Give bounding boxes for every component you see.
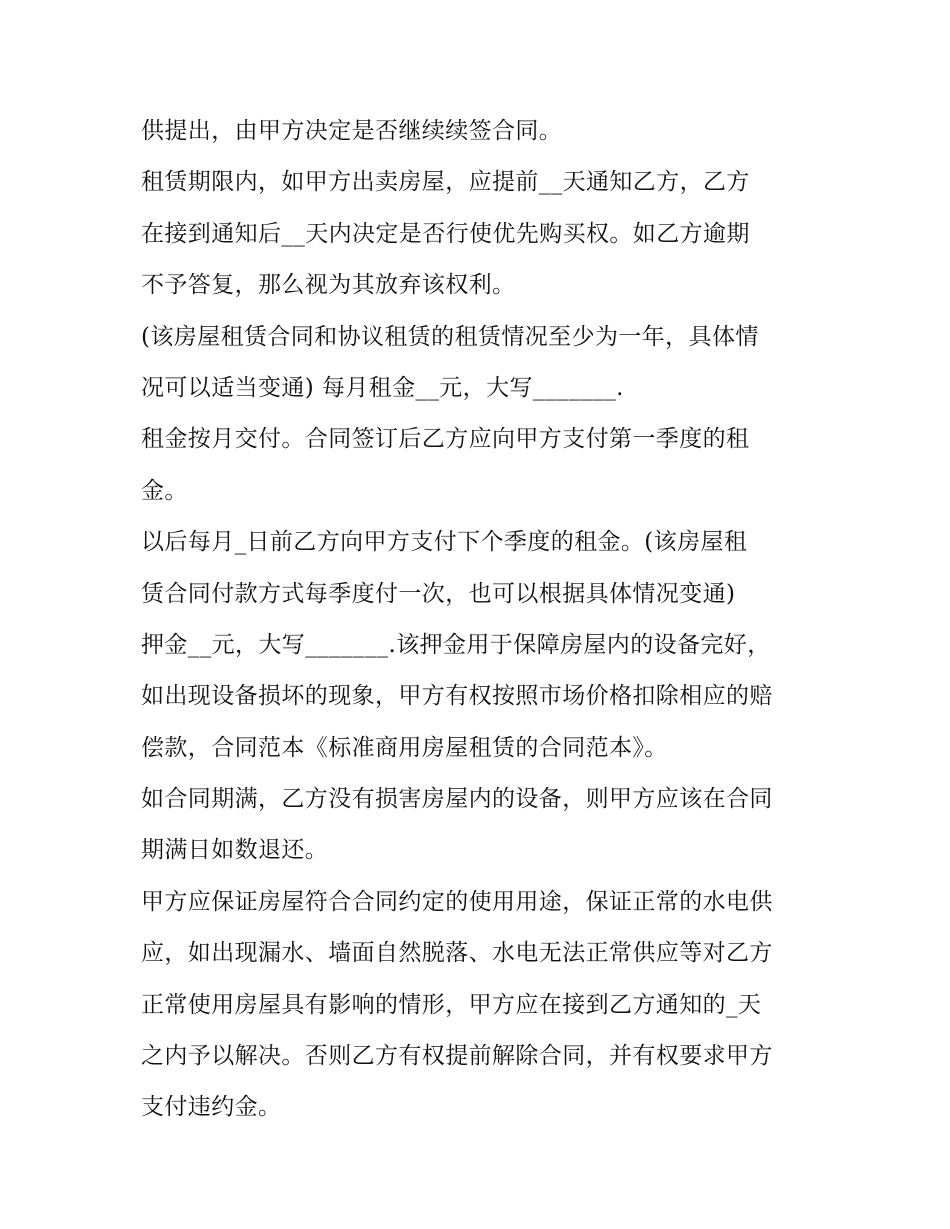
text-line: 供提出，由甲方决定是否继续续签合同。 (141, 118, 563, 144)
contract-body-text (141, 106, 821, 1134)
text-line: 正常使用房屋具有影响的情形，甲方应在接到乙方通知的_天 (141, 991, 762, 1018)
text-line: 租赁期限内，如甲方出卖房屋，应提前__天通知乙方，乙方 (141, 169, 750, 196)
text-line: 期满日如数退还。 (141, 837, 329, 864)
text-line: 在接到通知后__天内决定是否行使优先购买权。如乙方逾期 (141, 220, 750, 247)
text-line: 押金__元，大写_______.该押金用于保障房屋内的设备完好， (141, 631, 771, 658)
text-line: 应，如出现漏水、墙面自然脱落、水电无法正常供应等对乙方 (141, 940, 773, 967)
text-line: 况可以适当变通) 每月租金__元，大写_______. (141, 374, 624, 401)
text-line: 金。 (141, 477, 188, 504)
text-line: (该房屋租赁合同和协议租赁的租赁情况至少为一年，具体情 (141, 323, 759, 350)
text-line: 偿款，合同范本《标准商用房屋租赁的合同范本》。 (141, 734, 668, 761)
text-line: 之内予以解决。否则乙方有权提前解除合同，并有权要求甲方 (141, 1043, 773, 1070)
text-line: 不予答复，那么视为其放弃该权利。 (141, 272, 516, 299)
text-line: 赁合同付款方式每季度付一次，也可以根据具体情况变通) (141, 580, 736, 607)
text-line: 以后每月_日前乙方向甲方支付下个季度的租金。(该房屋租 (141, 529, 748, 556)
text-line: 如出现设备损坏的现象，甲方有权按照市场价格扣除相应的赔 (141, 683, 773, 710)
text-line: 如合同期满，乙方没有损害房屋内的设备，则甲方应该在合同 (141, 786, 773, 813)
text-line: 租金按月交付。合同签订后乙方应向甲方支付第一季度的租 (141, 426, 750, 453)
text-line: 支付违约金。 (141, 1094, 282, 1121)
text-line: 甲方应保证房屋符合合同约定的使用用途，保证正常的水电供 (141, 888, 773, 915)
